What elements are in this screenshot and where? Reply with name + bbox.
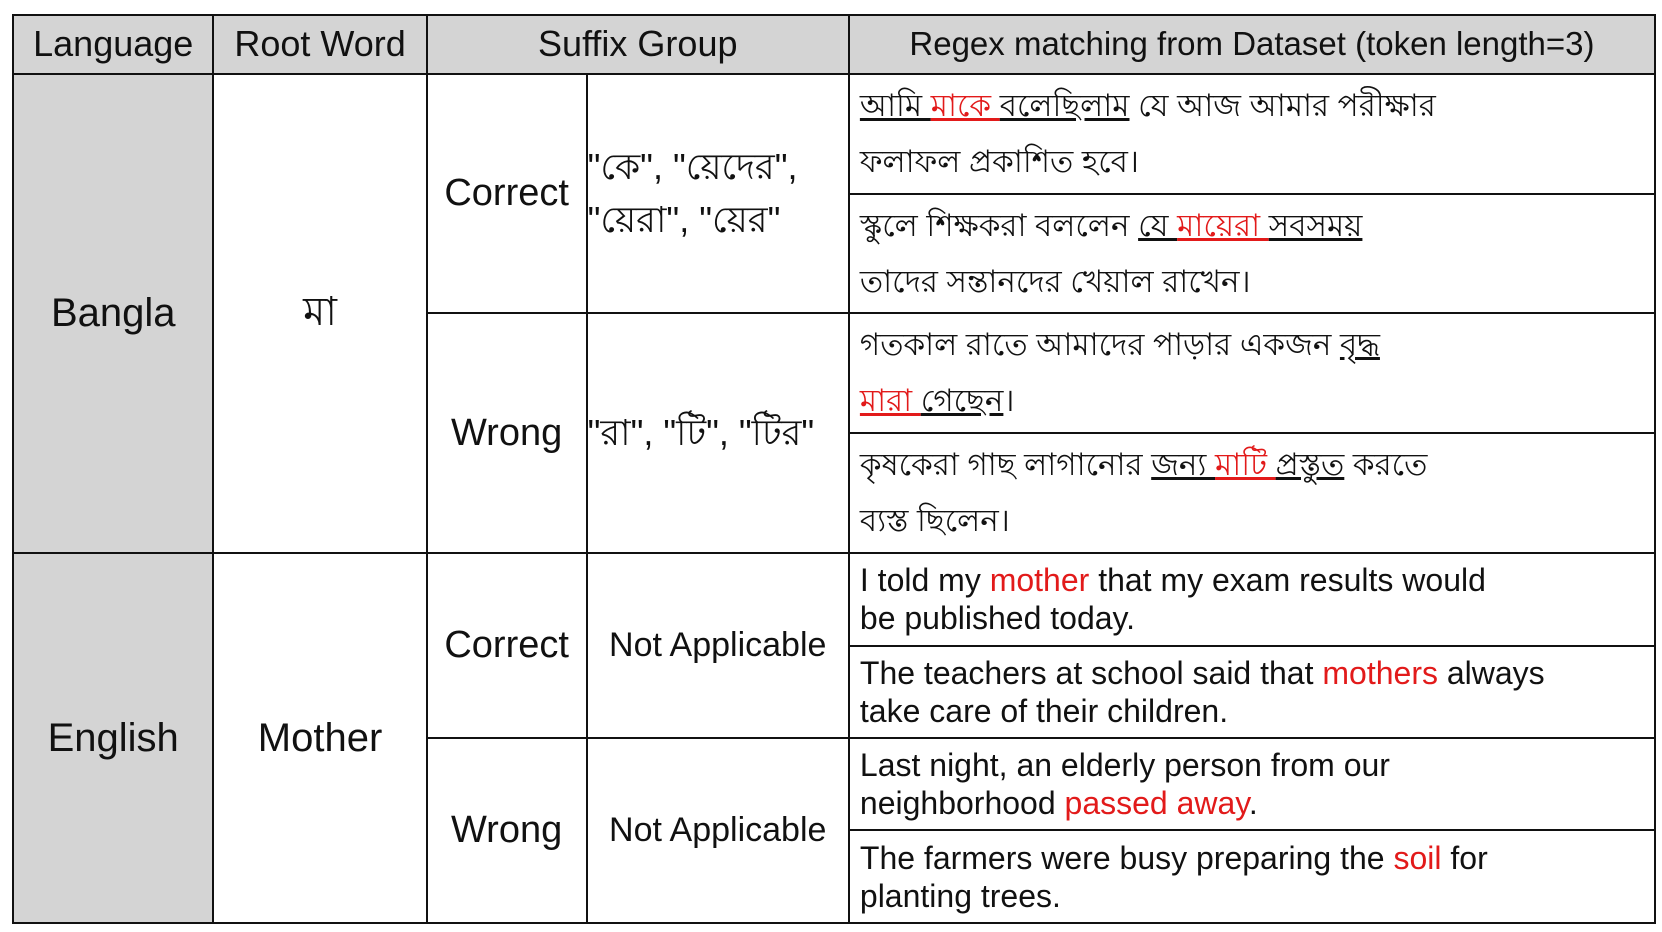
example-line: মারা গেছেন। (859, 383, 1015, 419)
example-line: be published today. (859, 600, 1136, 637)
header-suffix-group: Suffix Group (427, 15, 849, 74)
example-english-wrong-1 (849, 738, 1655, 830)
example-line: ব্যস্ত ছিলেন। (859, 503, 1010, 539)
example-line: স্কুলে শিক্ষকরা বললেন যে মায়েরা সবসময় (859, 207, 1363, 243)
example-line: The farmers were busy preparing the soil for (859, 839, 1488, 876)
matched-word: soil (1393, 839, 1442, 876)
example-line: কৃষকেরা গাছ লাগানোর জন্য মাটি প্রস্তুত করতে (859, 447, 1428, 483)
matched-word: mothers (1322, 654, 1438, 691)
suffix-line: "কে", "য়েদের", (587, 146, 798, 188)
table-row (13, 74, 1655, 194)
example-bangla-correct-2 (849, 194, 1655, 314)
example-line: planting trees. (859, 877, 1061, 914)
table-row (13, 553, 1655, 645)
matched-word: মায়েরা (1177, 207, 1269, 243)
suffix-line: "য়েরা", "য়ের" (587, 198, 781, 240)
class-wrong-bangla: Wrong (427, 313, 587, 553)
header-language: Language (13, 15, 213, 74)
class-correct-english: Correct (427, 553, 587, 738)
suffix-group-english-correct: Not Applicable (587, 553, 849, 738)
example-line: ফলাফল প্রকাশিত হবে। (859, 143, 1139, 179)
header-root-word: Root Word (213, 15, 426, 74)
example-bangla-wrong-1 (849, 313, 1655, 433)
matched-word: মারা (859, 383, 921, 419)
root-word-english: Mother (213, 553, 426, 923)
suffix-group-bangla-wrong: "রা", "টি", "টির" (587, 313, 849, 553)
example-bangla-wrong-2 (849, 433, 1655, 553)
suffix-group-bangla-correct (587, 74, 849, 314)
root-word-bangla: মা (213, 74, 426, 553)
suffix-group-english-wrong: Not Applicable (587, 738, 849, 923)
matched-word: মাটি (1215, 447, 1276, 483)
comparison-table (12, 14, 1656, 924)
example-english-correct-2 (849, 646, 1655, 738)
example-line: The teachers at school said that mothers always (859, 654, 1545, 691)
language-cell-english: English (13, 553, 213, 923)
header-regex: Regex matching from Dataset (token length=3) (849, 15, 1655, 74)
language-cell-bangla: Bangla (13, 74, 213, 553)
example-bangla-correct-1 (849, 74, 1655, 194)
example-line: গতকাল রাতে আমাদের পাড়ার একজন বৃদ্ধ (859, 327, 1380, 363)
class-wrong-english: Wrong (427, 738, 587, 923)
example-line: take care of their children. (859, 692, 1229, 729)
matched-word: mother (989, 562, 1090, 599)
class-correct-bangla: Correct (427, 74, 587, 314)
header-row (13, 15, 1655, 74)
example-english-wrong-2 (849, 830, 1655, 923)
example-line: neighborhood passed away. (859, 785, 1258, 822)
example-english-correct-1 (849, 553, 1655, 645)
matched-word: মাকে (930, 87, 1000, 123)
example-line: আমি মাকে বলেছিলাম যে আজ আমার পরীক্ষার (859, 87, 1436, 123)
example-line: I told my mother that my exam results would (859, 562, 1486, 599)
example-line: তাদের সন্তানদের খেয়াল রাখেন। (859, 263, 1251, 299)
matched-word: passed away (1064, 785, 1249, 822)
example-line: Last night, an elderly person from our (859, 747, 1390, 784)
